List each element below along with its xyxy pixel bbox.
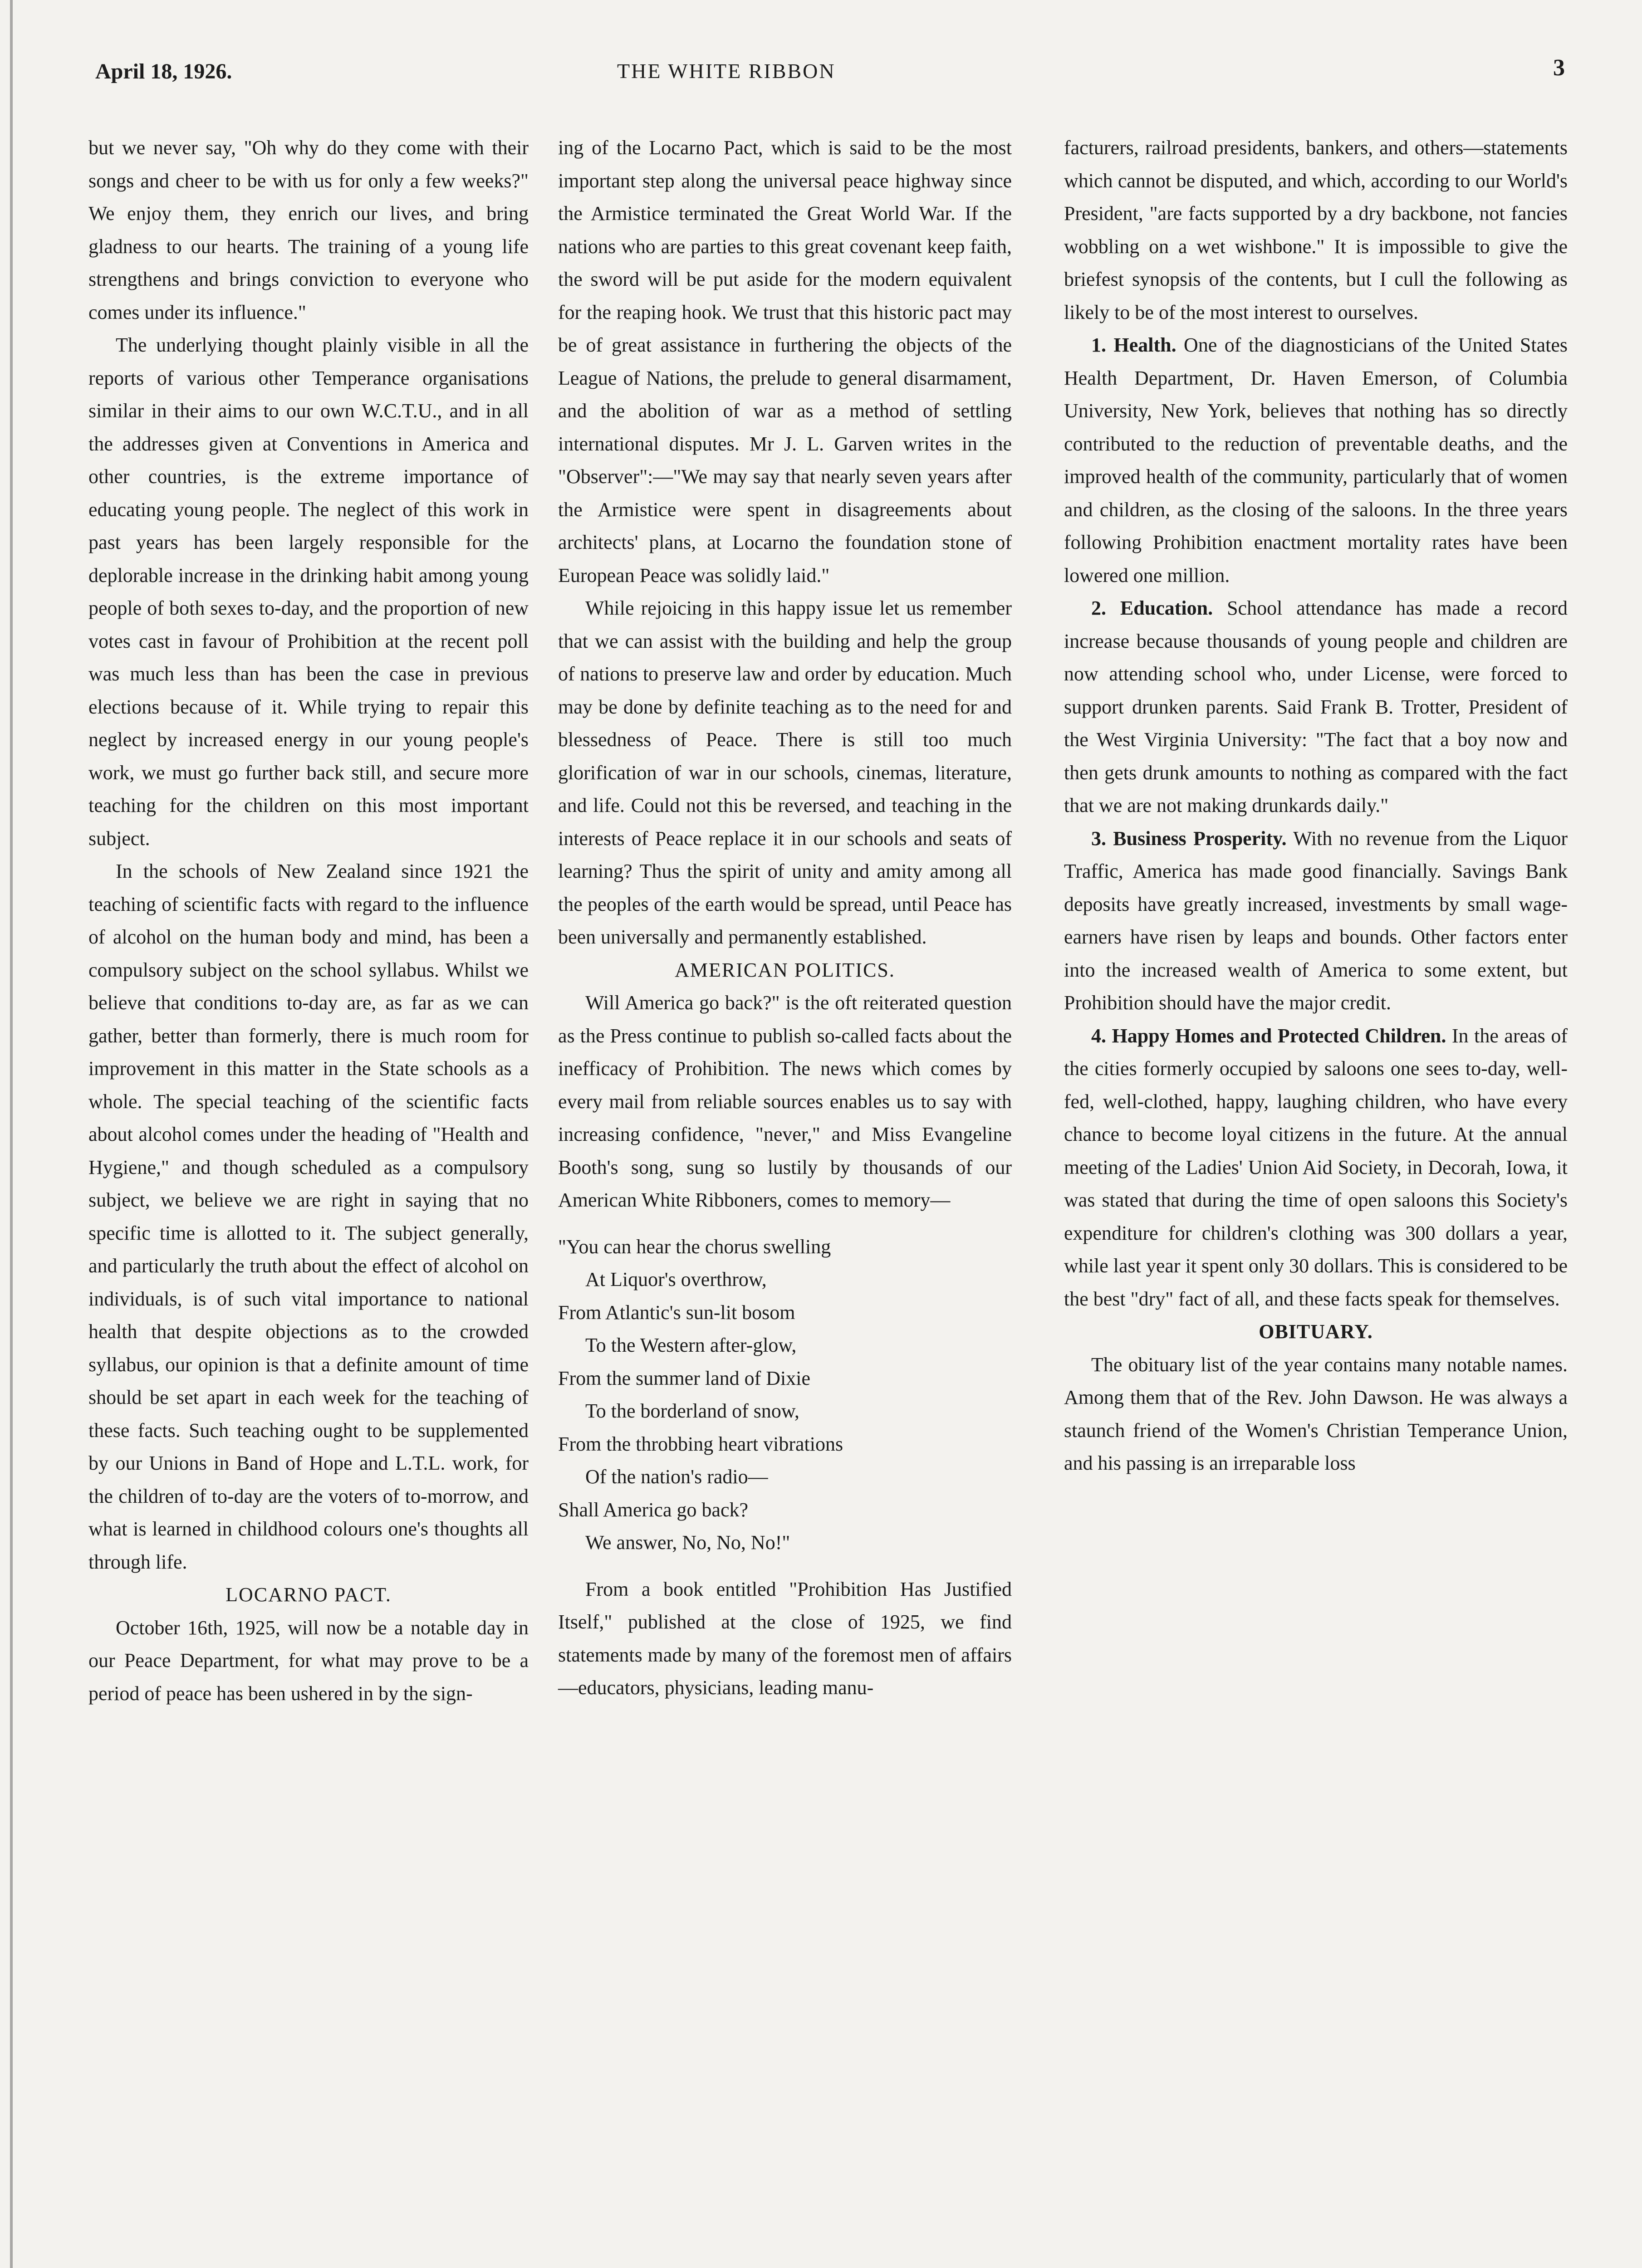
page-edge-shadow xyxy=(10,0,13,2268)
page-header xyxy=(0,50,1642,100)
item-text: School attendance has made a record increase because thousands of young people and children are now attending school who, under License, were forced to support drunken parents. Said Frank B. Trotter, President of the West Virginia University: "The fact that a boy now and then gets drunk amounts to nothing as compared with the fact that we are not making drunkards daily." xyxy=(1064,597,1568,816)
page-number: 3 xyxy=(1553,55,1565,81)
item-text: With no revenue from the Liquor Traffic, America has made good financially. Savings Bank deposits have greatly increased, investments by small wage-earners have risen by leaps and bounds. Other factors enter into the increased wealth of America to some extent, but Prohibition should have the major credit. xyxy=(1064,827,1568,1014)
item-label: 4. Happy Homes and Protected Children. xyxy=(1091,1024,1446,1047)
paragraph: ing of the Locarno Pact, which is said to be the most important step along the universal peace highway since the Armistice terminated the Great World War. If the nations who are parties to this great covenant keep faith, the sword will be put aside for the modern equivalent for the reaping hook. We trust that this historic pact may be of great assistance in furthering the objects of the League of Nations, the prelude to general disarmament, and the abolition of war as a method of settling international disputes. Mr J. L. Garven writes in the "Observer":—"We may say that nearly seven years after the Armistice were spent in disagreements about architects' plans, at Locarno the foundation stone of European Peace was solidly laid." xyxy=(558,137,1012,587)
column-2 xyxy=(558,132,1012,1705)
paragraph: facturers, railroad presidents, bankers, and others—statements which cannot be disputed, and which, according to our World's President, "are facts supported by a dry backbone, not fancies wobbling on a wet wishbone." It is impossible to give the briefest synopsis of the contents, but I cull the following as likely to be of the most interest to ourselves. xyxy=(1064,137,1568,323)
section-heading-american-politics: AMERICAN POLITICS. xyxy=(675,958,895,981)
poem-line: To the borderland of snow, xyxy=(585,1400,799,1422)
paragraph: From a book entitled "Prohibition Has Justified Itself," published at the close of 1925, we find statements made by many of the foremost men of affairs —educators, physicians, leading manu- xyxy=(558,1578,1012,1699)
list-item-health xyxy=(1064,329,1568,592)
paragraph: While rejoicing in this happy issue let us remember that we can assist with the building and help the group of nations to preserve law and order by education. Much may be done by definite teaching as to the need for and blessedness of Peace. There is still too much glorification of war in our schools, cinemas, literature, and life. Could not this be reversed, and teaching in the interests of Peace replace it in our schools and seats of learning? Thus the spirit of unity and amity among all the peoples of the earth would be spread, until Peace has been universally and permanently established. xyxy=(558,597,1012,948)
section-heading-obituary: OBITUARY. xyxy=(1259,1320,1373,1343)
item-label: 3. Business Prosperity. xyxy=(1091,827,1287,850)
item-label: 2. Education. xyxy=(1091,597,1213,619)
list-item-education xyxy=(1064,592,1568,822)
paragraph: Will America go back?" is the oft reiterated question as the Press continue to publish so-called facts about the inefficacy of Prohibition. The news which comes by every mail from reliable sources enables us to say with increasing confidence, "never," and Miss Evangeline Booth's song, sung so lustily by thousands of our American White Ribboners, comes to memory— xyxy=(558,992,1012,1211)
newspaper-title: THE WHITE RIBBON xyxy=(617,59,836,83)
paragraph: October 16th, 1925, will now be a notable day in our Peace Department, for what may prove to be a period of peace has been ushered in by the sign- xyxy=(88,1616,529,1705)
paragraph: The obituary list of the year contains many notable names. Among them that of the Rev. John Dawson. He was always a staunch friend of the Women's Christian Temperance Union, and his passing is an irreparable loss xyxy=(1064,1353,1568,1474)
poem-line: From Atlantic's sun-lit bosom xyxy=(558,1301,795,1324)
paragraph: but we never say, "Oh why do they come with their songs and cheer to be with us for only a few weeks?" We enjoy them, they enrich our lives, and bring gladness to our hearts. The training of a young life strengthens and brings conviction to everyone who comes under its influence." xyxy=(88,137,529,323)
paragraph: In the schools of New Zealand since 1921 the teaching of scientific facts with regard to the influence of alcohol on the human body and mind, has been a compulsory subject on the school syllabus. Whilst we believe that conditions to-day are, as far as we can gather, better than formerly, there is much room for improvement in this matter in the State schools as a whole. The special teaching of the scientific facts about alcohol comes under the heading of "Health and Hygiene," and though scheduled as a compulsory subject, we believe we are right in saying that no specific time is allotted to it. The subject generally, and particularly the truth about the effect of alcohol on individuals, is of such vital importance to national health that despite objections as to the crowded syllabus, our opinion is that a definite amount of time should be set apart in each week for the teaching of these facts. Such teaching ought to be supplemented by our Unions in Band of Hope and L.T.L. work, for the children of to-day are the voters of to-morrow, and what is learned in childhood colours one's thoughts all through life. xyxy=(88,860,529,1573)
poem-line: Of the nation's radio— xyxy=(585,1466,768,1488)
item-label: 1. Health. xyxy=(1091,334,1176,356)
list-item-business xyxy=(1064,822,1568,1020)
item-text: In the areas of the cities formerly occupied by saloons one sees to-day, well-fed, well-clothed, happy, laughing children, who have every chance to become loyal citizens in the future. At the annual meeting of the Ladies' Union Aid Society, in Decorah, Iowa, it was stated that during the time of open saloons this Society's expenditure for children's clothing was 300 dollars a year, while last year it spent only 30 dollars. This is considered to be the best "dry" fact of all, and these facts speak for themselves. xyxy=(1064,1024,1568,1310)
poem-line: At Liquor's overthrow, xyxy=(585,1268,767,1290)
poem-line: Shall America go back? xyxy=(558,1498,749,1521)
poem-line: "You can hear the chorus swelling xyxy=(558,1235,831,1258)
list-item-homes xyxy=(1064,1020,1568,1316)
poem-line: We answer, No, No, No!" xyxy=(585,1531,790,1554)
poem xyxy=(558,1231,1012,1559)
poem-line: To the Western after-glow, xyxy=(585,1334,797,1356)
column-3 xyxy=(1064,132,1568,1480)
item-text: One of the diagnosticians of the United States Health Department, Dr. Haven Emerson, of Columbia University, New York, believes that nothing has so directly contributed to the reduction of preventable deaths, and the improved health of the community, particularly that of women and children, as the closing of the saloons. In the three years following Prohibition enactment mortality rates have been lowered one million. xyxy=(1064,334,1568,587)
section-heading-locarno: LOCARNO PACT. xyxy=(225,1584,392,1606)
issue-date: April 18, 1926. xyxy=(95,59,232,83)
paragraph: The underlying thought plainly visible in all the reports of various other Temperance organisations similar in their aims to our own W.C.T.U., and in all the addresses given at Conventions in America and other countries, is the extreme importance of educating young people. The neglect of this work in past years has been largely responsible for the deplorable increase in the drinking habit among young people of both sexes to-day, and the proportion of new votes cast in favour of Prohibition at the recent poll was much less than has been the case in previous elections because of it. While trying to repair this neglect by increased energy in our young people's work, we must go further back still, and secure more teaching for the children on this most important subject. xyxy=(88,334,529,850)
poem-line: From the summer land of Dixie xyxy=(558,1367,811,1389)
column-1 xyxy=(88,132,529,1710)
poem-line: From the throbbing heart vibrations xyxy=(558,1432,843,1455)
